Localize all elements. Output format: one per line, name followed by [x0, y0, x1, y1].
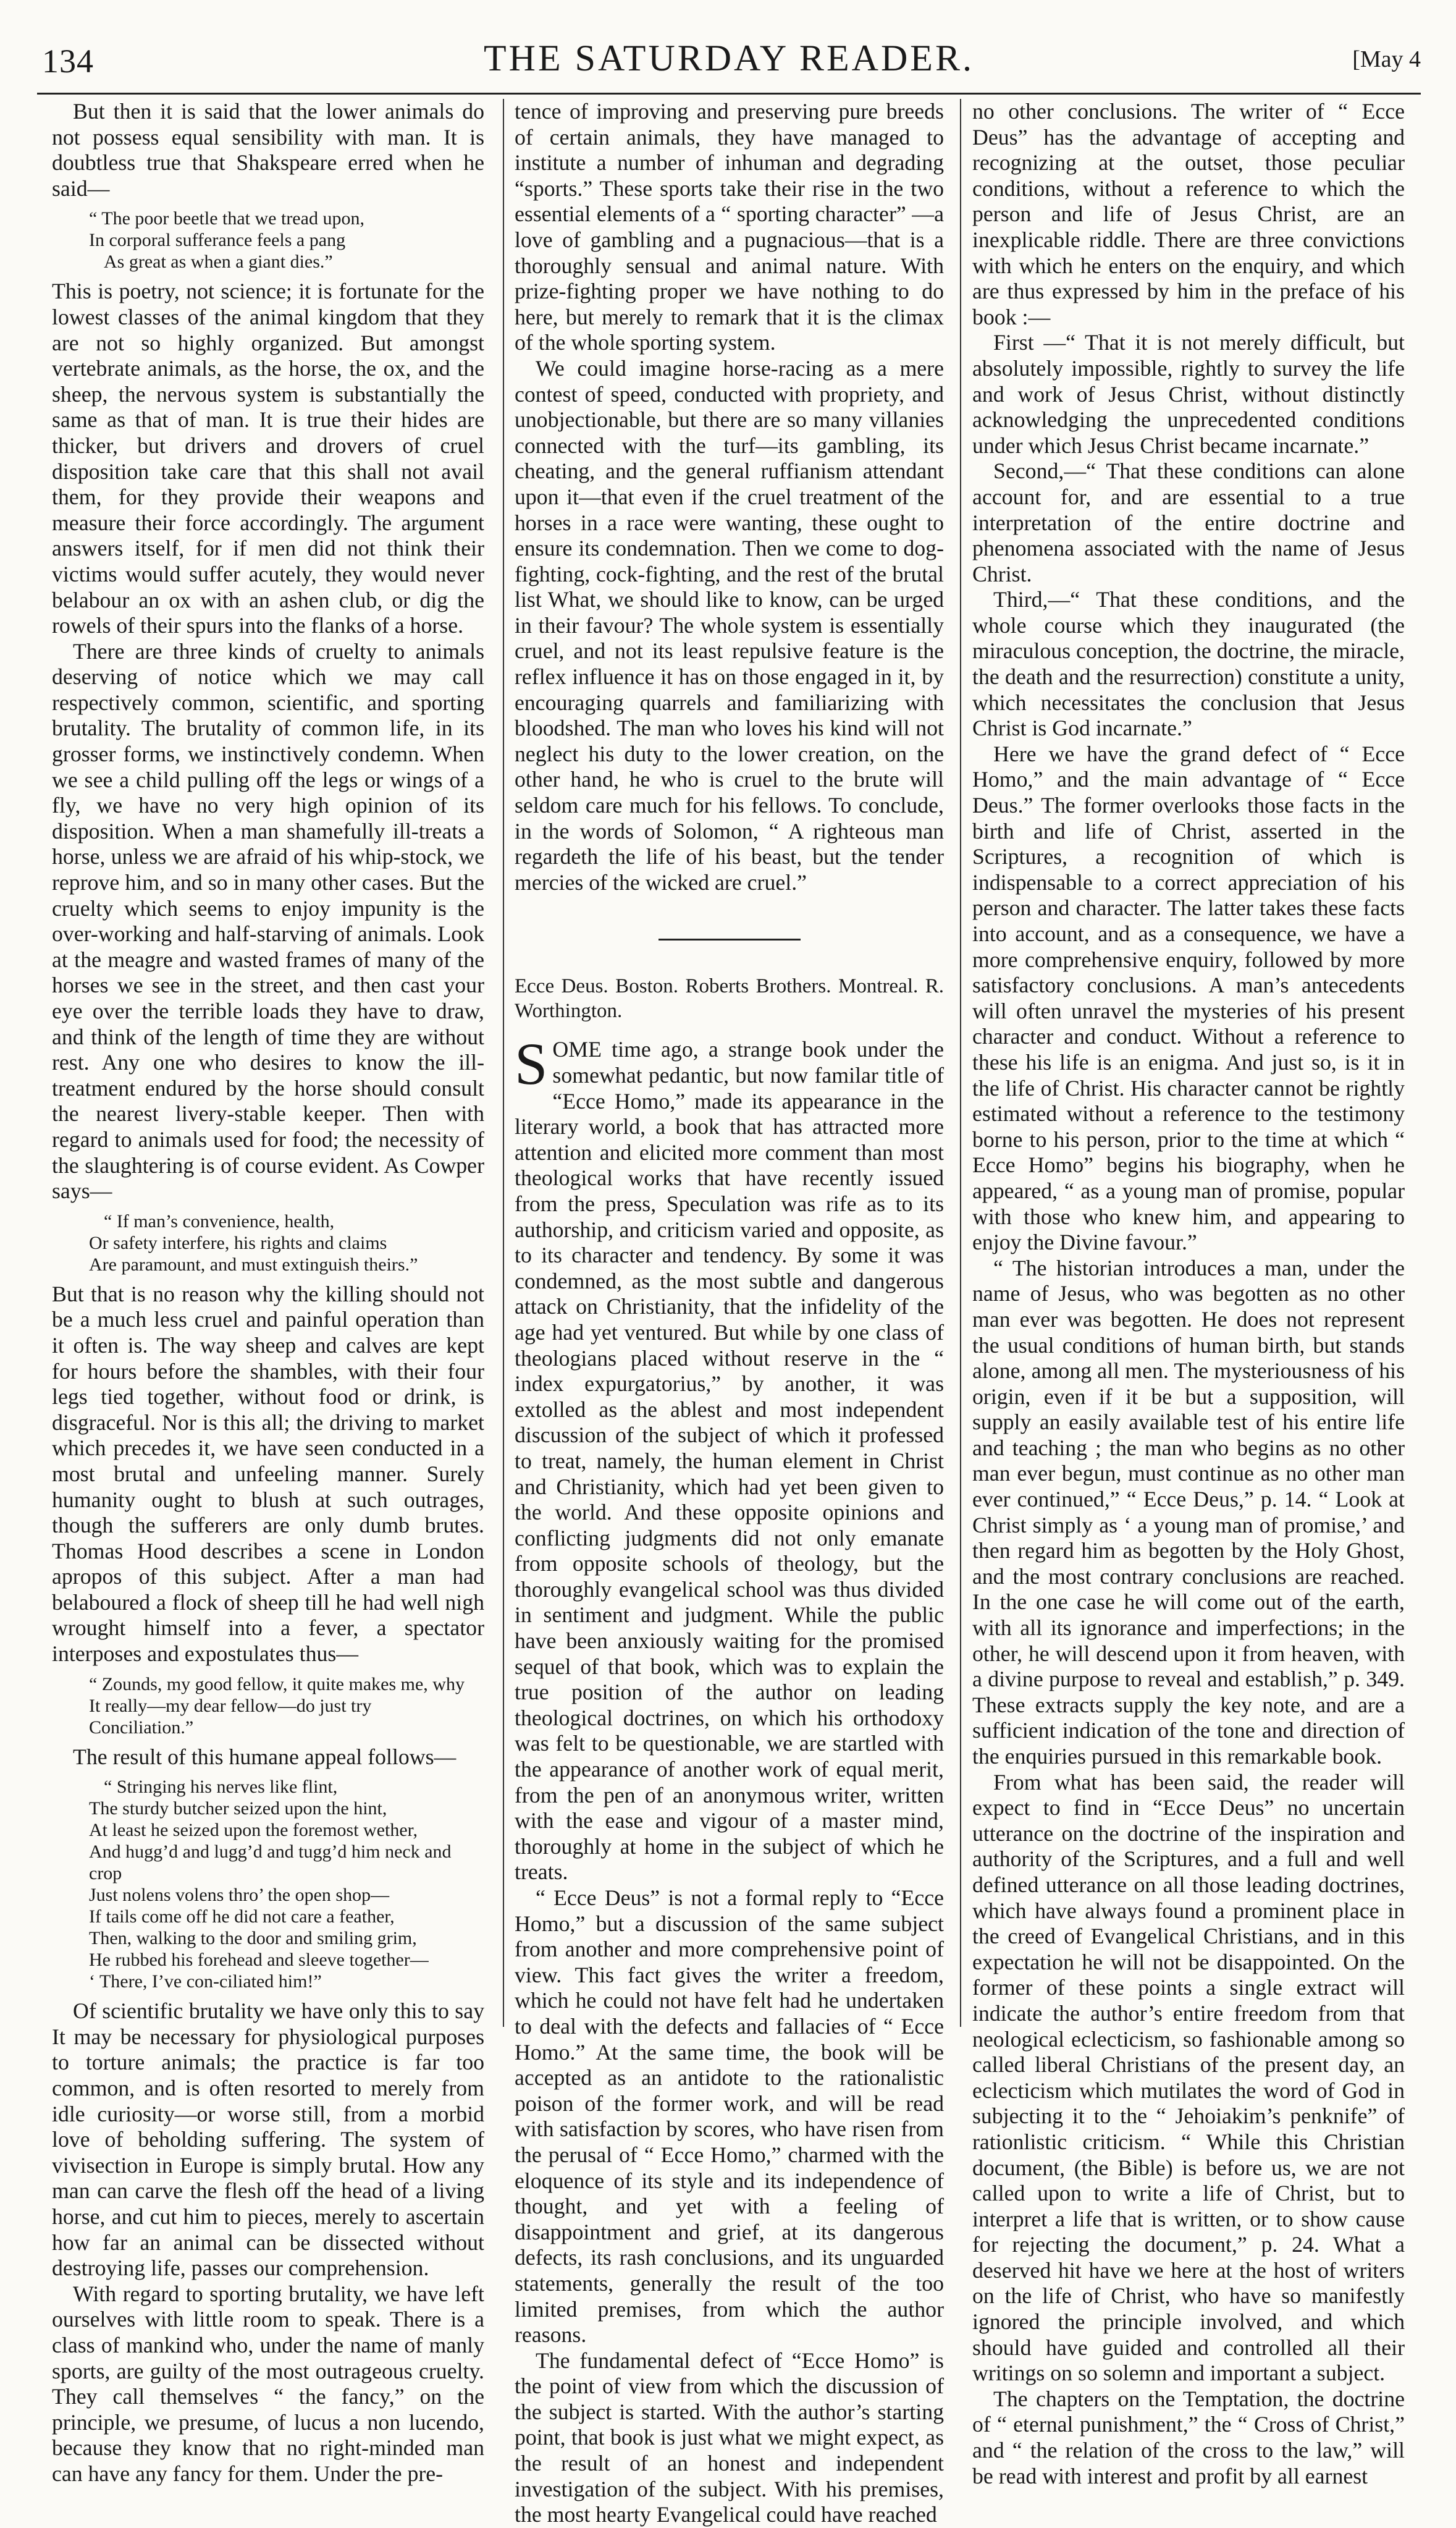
- masthead-title: THE SATURDAY READER.: [484, 38, 974, 78]
- paragraph: Of scientific brutality we have only this to say It may be necessary for physiological purposes to torture animals; the practice is far too common, and is often resorted to merely from idle curiosity—or worse still, from a morbid love of beholding suffering. The system of vivisection in Europe is simply brutal. How any man can carve the flesh off the head of a living horse, and cut him to pieces, merely to ascertain how far an animal can be dissected without destroying life, passes our comprehension.: [52, 1998, 484, 2281]
- drop-cap: S: [515, 1031, 548, 1097]
- verse-line: Conciliation.”: [89, 1717, 194, 1738]
- verse-line: As great as when a giant dies.”: [104, 252, 333, 273]
- paragraph: But that is no reason why the killing should not be a much less cruel and painful operation than it often is. The way sheep and calves are kept for hours before the shambles, with their four legs tied together, without food or drink, is disgraceful. Nor is this all; the driving to market which precedes it, we have seen conducted in a most brutal and unfeeling manner. Surely humanity ought to blush at such outrages, though the sufferers are only dumb brutes. Thomas Hood describes a scene in London apropos of this subject. After a man had belaboured a flock of sheep till he had well nigh wrought himself into a fever, a spectator interposes and expostulates thus—: [52, 1281, 484, 1667]
- verse-line: He rubbed his forehead and sleeve together—: [89, 1950, 429, 1971]
- verse-line: ‘ There, I’ve con-ciliated him!”: [89, 1971, 322, 1992]
- paragraph: But then it is said that the lower animals do not possess equal sensibility with man. It is doubtless true that Shakspeare erred when he said—: [52, 99, 484, 201]
- paragraph: “ The historian introduces a man, under the name of Jesus, who was begotten as no other man ever was begotten. He does not represent the usual conditions of human birth, but stands alone, among all men. The mysteriousness of his origin, even if it be but a supposition, will supply an easily available test of his entire life and teaching ; the man who begins as no other man ever begun, must continue as no other man ever continued,” “ Ecce Deus,” p. 14. “ Look at Christ simply as ‘ a young man of promise,’ and then regard him as begotten by the Holy Ghost, and the most contrary conclusions are reached. In the one case he will come out of the earth, with all its ignorance and imperfections; in the other, he will descend upon it from heaven, with a divine purpose to reveal and establish,” p. 349. These extracts supply the key note, and are a sufficient indication of the tone and direction of the enquiries pursued in this remarkable book.: [972, 1255, 1405, 1769]
- verse-quote-cowper: [89, 1211, 484, 1275]
- verse-line: Are paramount, and must extinguish theirs.”: [89, 1254, 418, 1275]
- column-3: [972, 99, 1405, 2488]
- column-divider: [960, 99, 961, 2027]
- section-separator: [659, 939, 801, 941]
- verse-quote-hood-result: [89, 1776, 484, 1992]
- column-1: [52, 99, 484, 2486]
- page-number: 134: [42, 43, 94, 80]
- verse-line: It really—my dear fellow—do just try: [89, 1695, 372, 1716]
- verse-line: At least he seized upon the foremost wether,: [89, 1820, 418, 1841]
- paragraph: From what has been said, the reader will expect to find in “Ecce Deus” no uncertain utterance on the doctrine of the inspiration and authority of the Scriptures, and a full and well defined utterance on all those leading doctrines, which have always found a prominent place in the creed of Evangelical Christians, and in this expectation he will not be disappointed. On the former of these points a single extract will indicate the author’s entire freedom from that neological eclecticism, so fashionable among so called liberal Christians of the present day, an eclecticism which mutilates the word of God in subjecting it to the “ Jehoiakim’s penknife” of rationlistic criticism. “ While this Christian document, (the Bible) is before us, we are not called upon to write a life of Christ, but to interpret a life that is written, or to show cause for rejecting the document,” p. 24. What a deserved hit have we here at the host of writers on the life of Christ, who have so manifestly ignored the principle involved, and which should have guided and controlled all their writings on so solemn and important a subject.: [972, 1769, 1405, 2386]
- paragraph-text: OME time ago, a strange book under the somewhat pedantic, but now familar title of “Ecce Homo,” made its appearance in the literary world, a book that has attracted more attention and elicited more comment than most theological works that have recently issued from the press, Speculation was rife as to its authorship, and criticism varied and opposite, as to its character and tendency. By some it was condemned, as the most subtle and dangerous attack on Christianity, that the infidelity of the age had yet ventured. But while by one class of theologians placed without reserve in the “ index expurgatorius,” by another, it was extolled as the ablest and most independent discussion of the subject of which it professed to treat, namely, the human element in Christ and Christianity, which had yet been given to the world. And these opposite opinions and conflicting judgments did not only emanate from opposite schools of theology, but the thoroughly evangelical school was thus divided in sentiment and judgment. While the public have been anxiously waiting for the promised sequel of that book, which was to explain the true position of the author on leading theological doctrines, on which his orthodoxy was felt to be questionable, we are startled with the appearance of another work of equal merit, from the pen of an anonymous writer, written with the ease and vigour of a master mind, thoroughly at home in the subject of which he treats.: [515, 1037, 944, 1885]
- verse-line: Or safety interfere, his rights and claims: [89, 1232, 387, 1253]
- column-2: [515, 99, 944, 2527]
- header-rule: [37, 93, 1421, 95]
- column-divider: [503, 99, 504, 2027]
- paragraph: The fundamental defect of “Ecce Homo” is the point of view from which the discussion of the subject is started. With the author’s starting point, that book is just what we might expect, as the result of an honest and independent investigation of the subject. With his premises, the most hearty Evangelical could have reached: [515, 2348, 944, 2527]
- paragraph: There are three kinds of cruelty to animals deserving of notice which we may call respectively common, scientific, and sporting brutality. The brutality of common life, in its grosser forms, we instinctively condemn. When we see a child pulling off the legs or wings of a fly, we have no very high opinion of its disposition. When a man shamefully ill-treats a horse, unless we are afraid of his whip-stock, we reprove him, and so in many other cases. But the cruelty which seems to enjoy impunity is the over-working and half-starving of animals. Look at the meagre and wasted frames of many of the horses we see in the street, and then cast your eye over the terrible loads they have to draw, and think of the length of time they are without rest. Any one who desires to know the ill-treatment endured by the horse should consult the nearest livery-stable keeper. Then with regard to animals used for food; the necessity of the slaughtering is of course evident. As Cowper says—: [52, 638, 484, 1204]
- verse-quote-hood: [89, 1673, 484, 1738]
- review-heading: Ecce Deus. Boston. Roberts Brothers. Montreal. R. Worthington.: [515, 975, 944, 1023]
- paragraph: With regard to sporting brutality, we have left ourselves with little room to speak. There is a class of mankind who, under the name of manly sports, are guilty of the most outrageous cruelty. They call themselves “ the fancy,” on the principle, we presume, of lucus a non lucendo, because they know that no right-minded man can have any fancy for them. Under the pre-: [52, 2281, 484, 2486]
- paragraph: Here we have the grand defect of “ Ecce Homo,” and the main advantage of “ Ecce Deus.” The former overlooks those facts in the birth and life of Christ, asserted in the Scriptures, a recognition of which is indispensable to a correct appreciation of his person and character. The latter takes these facts into account, and as a consequence, we have a more comprehensive enquiry, followed by more satisfactory conclusions. A man’s antecedents will often unravel the mysteries of his present character and conduct. Without a reference to these his life is an enigma. And just so, is it in the life of Christ. His character cannot be rightly estimated without a reference to the testimony borne to his person, prior to the time at which “ Ecce Homo” begins his biography, when he appeared, “ as a young man of promise, popular with those who knew him, and appearing to enjoy the Divine favour.”: [972, 741, 1405, 1255]
- verse-line: Just nolens volens thro’ the open shop—: [89, 1885, 390, 1906]
- paragraph: Second,—“ That these conditions can alone account for, and are essential to a true interpretation of the entire doctrine and phenomena associated with the name of Jesus Christ.: [972, 459, 1405, 586]
- verse-line: If tails come off he did not care a feather,: [89, 1906, 395, 1927]
- verse-line: “ Stringing his nerves like flint,: [104, 1777, 338, 1798]
- paragraph: The chapters on the Temptation, the doctrine of “ eternal punishment,” the “ Cross of Christ,” and “ the relation of the cross to the law,” will be read with interest and profit by all earnest: [972, 2386, 1405, 2488]
- verse-line: “ If man’s convenience, health,: [104, 1211, 335, 1232]
- paragraph: tence of improving and preserving pure breeds of certain animals, they have managed to institute a number of inhuman and degrading “sports.” These sports take their rise in the two essential elements of a “ sporting character” —a love of gambling and a pugnacious—that is a thoroughly sensual and animal nature. With prize-fighting proper we have nothing to do here, but merely to remark that it is the climax of the whole sporting system.: [515, 99, 944, 355]
- paragraph-with-dropcap: [515, 1031, 944, 1885]
- paragraph: Third,—“ That these conditions, and the whole course which they inaugurated (the miraculous conception, the doctrine, the miracle, the death and the resurrection) constitute a unity, which necessitates the conclusion that Jesus Christ is God incarnate.”: [972, 587, 1405, 741]
- paragraph: We could imagine horse-racing as a mere contest of speed, conducted with propriety, and unobjectionable, but there are so many villanies connected with the turf—its gambling, its cheating, and the general ruffianism attendant upon it—that even if the cruel treatment of the horses in a race were wanting, these ought to ensure its condemnation. Then we come to dog-fighting, cock-fighting, and the rest of the brutal list What, we should like to know, can be urged in their favour? The whole system is essentially cruel, and not its least repulsive feature is the reflex influence it has on those engaged in it, by encouraging quarrels and familiarizing with bloodshed. The man who loves his kind will not neglect his duty to the lower creation, on the other hand, he who is cruel to the brute will seldom care much for his fellows. To conclude, in the words of Solomon, “ A righteous man regardeth the life of his beast, but the tender mercies of the wicked are cruel.”: [515, 355, 944, 895]
- paragraph: The result of this humane appeal follows—: [73, 1744, 457, 1769]
- paragraph: This is poetry, not science; it is fortunate for the lowest classes of the animal kingdom that they are not so highly organized. But amongst vertebrate animals, as the horse, the ox, and the sheep, the nervous system is substantially the same as that of man. It is true their hides are thicker, but drivers and drovers of cruel disposition take care that this shall not avail them, for they provide their weapons and measure their force accordingly. The argument answers itself, for if men did not think their victims would suffer acutely, they would never belabour an ox with an ashen club, or dig the rowels of their spurs into the flanks of a horse.: [52, 279, 484, 638]
- issue-date: [May 4: [1352, 46, 1421, 72]
- paragraph: no other conclusions. The writer of “ Ecce Deus” has the advantage of accepting and recognizing at the outset, those peculiar conditions, without a reference to which the person and life of Jesus Christ, are an inexplicable riddle. There are three convictions with which he enters on the enquiry, and which are thus expressed by him in the preface of his book :—: [972, 99, 1405, 329]
- paragraph: “ Ecce Deus” is not a formal reply to “Ecce Homo,” but a discussion of the same subject from another and more comprehensive point of view. This fact gives the writer a freedom, which he could not have felt had he undertaken to deal with the defects and fallacies of “ Ecce Homo.” At the same time, the book will be accepted as an antidote to the rationalistic poison of the former work, and will be read with satisfaction by scores, who have risen from the perusal of “ Ecce Homo,” charmed with the eloquence of its style and its independence of thought, and yet with a feeling of disappointment and grief, at its dangerous defects, its rash conclusions, and its unguarded statements, generally the result of the too limited premises, from which the author reasons.: [515, 1885, 944, 2348]
- page-header: [37, 37, 1421, 87]
- verse-line: Then, walking to the door and smiling grim,: [89, 1928, 417, 1949]
- verse-line: And hugg’d and lugg’d and tugg’d him neck and crop: [89, 1841, 452, 1884]
- verse-line: In corporal sufferance feels a pang: [89, 230, 346, 251]
- paragraph: First —“ That it is not merely difficult, but absolutely impossible, rightly to survey the life and work of Jesus Christ, without distinctly acknowledging the unprecedented conditions under which Jesus Christ became incarnate.”: [972, 330, 1405, 458]
- verse-quote-shakspeare: [89, 208, 484, 273]
- verse-line: The sturdy butcher seized upon the hint,: [89, 1798, 387, 1819]
- verse-line: “ The poor beetle that we tread upon,: [89, 208, 364, 229]
- verse-line: “ Zounds, my good fellow, it quite makes me, why: [89, 1673, 465, 1694]
